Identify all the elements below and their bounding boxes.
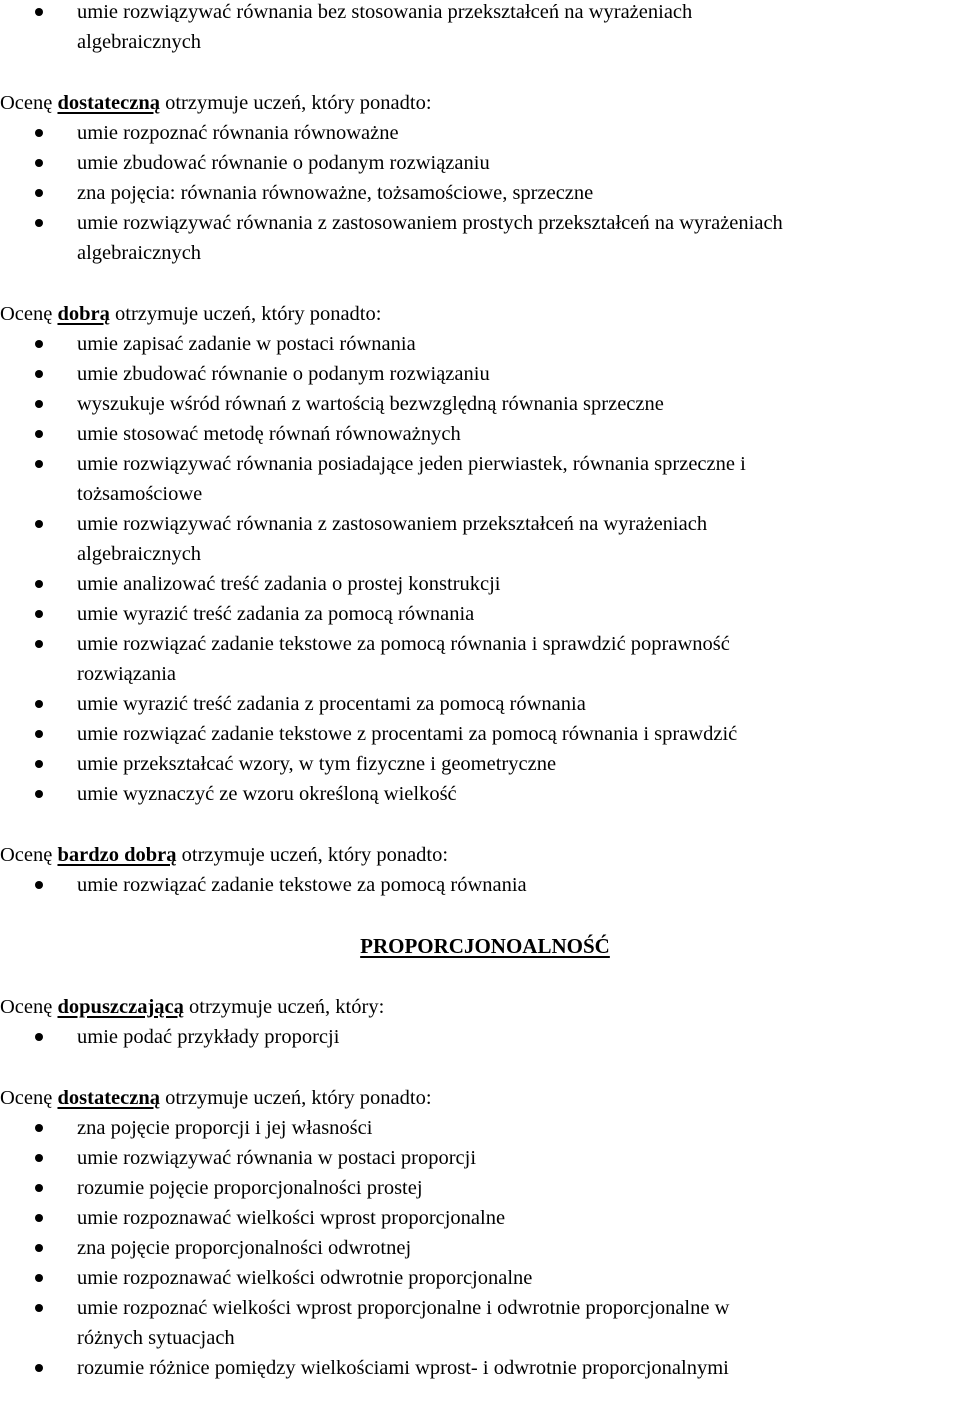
list-item-continuation (0, 659, 960, 689)
section-title: PROPORCJONOALNOŚĆ (360, 934, 610, 958)
bullet-icon (35, 881, 43, 889)
list-item-text: umie wyrazić treść zadania za pomocą równania (77, 603, 475, 625)
paragraph-gap (0, 268, 960, 299)
bullet-icon (35, 580, 43, 588)
bullet-icon (35, 219, 43, 227)
list-item (0, 509, 960, 539)
heading-prefix: Ocenę (0, 1087, 53, 1109)
list-item (0, 118, 960, 148)
bullet-icon (35, 1244, 43, 1252)
list-item (0, 208, 960, 238)
bullet-icon (35, 790, 43, 798)
list-item-text: umie wyznaczyć ze wzoru określoną wielkość (77, 783, 457, 805)
heading-prefix: Ocenę (0, 844, 53, 866)
list-item-text: umie rozwiązywać równania bez stosowania przekształceń na wyrażeniach (77, 1, 693, 23)
bullet-icon (35, 189, 43, 197)
bullet-icon (35, 400, 43, 408)
list-item-continuation (0, 27, 960, 57)
list-item-text: rozumie różnice pomiędzy wielkościami wprost- i odwrotnie proporcjonalnymi (77, 1357, 729, 1379)
list-item-text: umie rozwiązywać równania z zastosowaniem prostych przekształceń na wyrażeniach (77, 212, 783, 234)
bullet-icon (35, 700, 43, 708)
list-item-text: rozwiązania (77, 663, 177, 685)
list-item (0, 629, 960, 659)
list-item-text: umie rozwiązać zadanie tekstowe za pomocą równania i sprawdzić poprawność (77, 633, 730, 655)
bullet-icon (35, 1033, 43, 1041)
list-item (0, 569, 960, 599)
list-item (0, 689, 960, 719)
bullet-icon (35, 370, 43, 378)
bullet-icon (35, 610, 43, 618)
list-item-text: tożsamościowe (77, 483, 203, 505)
heading-suffix: otrzymuje uczeń, który ponadto: (165, 92, 432, 114)
list-item (0, 449, 960, 479)
grade-name: dostateczną (57, 92, 160, 114)
grade-name: bardzo dobrą (57, 844, 177, 866)
list-item (0, 779, 960, 809)
grade-name: dopuszczającą (57, 996, 184, 1018)
bullet-icon (35, 640, 43, 648)
list-item-text: umie rozpoznawać wielkości odwrotnie proporcjonalne (77, 1267, 533, 1289)
list-item-text: umie stosować metodę równań równoważnych (77, 423, 461, 445)
list-item-text: umie zapisać zadanie w postaci równania (77, 333, 416, 355)
heading-suffix: otrzymuje uczeń, który ponadto: (115, 303, 382, 325)
list-item-continuation (0, 238, 960, 268)
paragraph-gap (0, 961, 960, 992)
bullet-icon (35, 1124, 43, 1132)
list-item (0, 0, 960, 27)
bullet-icon (35, 340, 43, 348)
list-item-text: zna pojęcie proporcjonalności odwrotnej (77, 1237, 412, 1259)
grade-heading (0, 299, 960, 329)
heading-prefix: Ocenę (0, 996, 53, 1018)
heading-prefix: Ocenę (0, 92, 53, 114)
list-item (0, 148, 960, 178)
heading-suffix: otrzymuje uczeń, który ponadto: (181, 844, 449, 866)
list-item-text: umie przekształcać wzory, w tym fizyczne i geometryczne (77, 753, 557, 775)
bullet-icon (35, 1364, 43, 1372)
bullet-icon (35, 159, 43, 167)
list-item-text: różnych sytuacjach (77, 1327, 235, 1349)
list-item-continuation (0, 1323, 960, 1353)
heading-suffix: otrzymuje uczeń, który: (189, 996, 385, 1018)
list-item-text: umie rozpoznać równania równoważne (77, 122, 399, 144)
paragraph-gap (0, 57, 960, 88)
list-item-text: umie podać przykłady proporcji (77, 1026, 340, 1048)
grade-name: dostateczną (57, 1087, 160, 1109)
bullet-icon (35, 760, 43, 768)
list-item-text: rozumie pojęcie proporcjonalności prostej (77, 1177, 423, 1199)
list-item (0, 870, 960, 900)
bullet-icon (35, 1184, 43, 1192)
list-item (0, 1353, 960, 1383)
list-item (0, 1113, 960, 1143)
list-item-text: umie analizować treść zadania o prostej konstrukcji (77, 573, 501, 595)
list-item (0, 178, 960, 208)
list-item-text: umie rozpoznawać wielkości wprost proporcjonalne (77, 1207, 506, 1229)
grade-heading (0, 840, 960, 870)
list-item (0, 1203, 960, 1233)
list-item (0, 719, 960, 749)
bullet-icon (35, 8, 43, 16)
list-item (0, 1233, 960, 1263)
paragraph-gap (0, 809, 960, 840)
bullet-icon (35, 1274, 43, 1282)
list-item (0, 1143, 960, 1173)
list-item (0, 1263, 960, 1293)
bullet-icon (35, 430, 43, 438)
list-item-text: algebraicznych (77, 31, 202, 53)
list-item (0, 359, 960, 389)
list-item-continuation (0, 539, 960, 569)
list-item (0, 329, 960, 359)
grade-name: dobrą (57, 303, 110, 325)
bullet-icon (35, 520, 43, 528)
list-item (0, 599, 960, 629)
list-item-text: umie rozwiązać zadanie tekstowe z procentami za pomocą równania i sprawdzić (77, 723, 738, 745)
bullet-icon (35, 730, 43, 738)
list-item (0, 1173, 960, 1203)
list-item-text: umie wyrazić treść zadania z procentami za pomocą równania (77, 693, 586, 715)
grade-heading (0, 992, 960, 1022)
list-item (0, 1022, 960, 1052)
list-item-text: wyszukuje wśród równań z wartością bezwzględną równania sprzeczne (77, 393, 664, 415)
list-item-text: zna pojęcia: równania równoważne, tożsamościowe, sprzeczne (77, 182, 594, 204)
heading-prefix: Ocenę (0, 303, 53, 325)
list-item (0, 749, 960, 779)
list-item (0, 419, 960, 449)
list-item-text: umie zbudować równanie o podanym rozwiązaniu (77, 152, 490, 174)
heading-suffix: otrzymuje uczeń, który ponadto: (165, 1087, 432, 1109)
list-item (0, 1293, 960, 1323)
section-title-line (0, 931, 960, 961)
list-item-text: umie rozwiązywać równania z zastosowaniem przekształceń na wyrażeniach (77, 513, 708, 535)
bullet-icon (35, 1214, 43, 1222)
list-item-text: umie zbudować równanie o podanym rozwiązaniu (77, 363, 490, 385)
list-item-text: zna pojęcie proporcji i jej własności (77, 1117, 373, 1139)
list-item-continuation (0, 479, 960, 509)
list-item-text: umie rozpoznać wielkości wprost proporcjonalne i odwrotnie proporcjonalne w (77, 1297, 730, 1319)
list-item-text: umie rozwiązywać równania posiadające jeden pierwiastek, równania sprzeczne i (77, 453, 746, 475)
grade-heading (0, 88, 960, 118)
list-item-text: umie rozwiązywać równania w postaci proporcji (77, 1147, 477, 1169)
list-item-text: algebraicznych (77, 543, 202, 565)
bullet-icon (35, 1154, 43, 1162)
grade-heading (0, 1083, 960, 1113)
list-item-text: umie rozwiązać zadanie tekstowe za pomocą równania (77, 874, 527, 896)
bullet-icon (35, 1304, 43, 1312)
list-item-text: algebraicznych (77, 242, 202, 264)
list-item (0, 389, 960, 419)
paragraph-gap (0, 1052, 960, 1083)
bullet-icon (35, 460, 43, 468)
bullet-icon (35, 129, 43, 137)
paragraph-gap (0, 900, 960, 931)
